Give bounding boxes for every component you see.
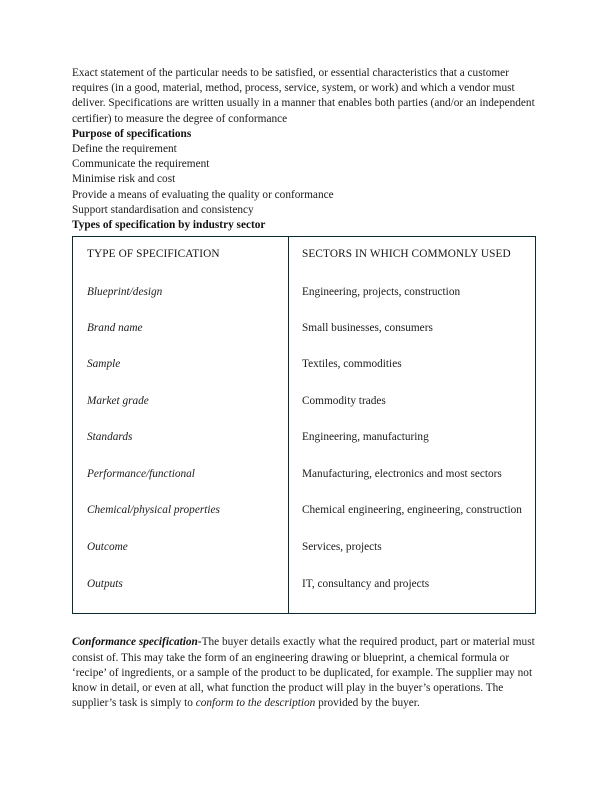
table-row	[73, 383, 536, 419]
purpose-of-specifications-heading: Purpose of specifications	[72, 127, 192, 140]
specification-sectors: Small businesses, consumers	[302, 322, 433, 335]
table-cell-type	[73, 346, 289, 382]
table-row	[73, 346, 536, 382]
specification-type: Blueprint/design	[87, 285, 163, 298]
table-cell-sectors	[289, 456, 536, 492]
specification-table-wrapper	[72, 236, 540, 614]
specification-type: Outcome	[87, 541, 128, 554]
table-cell-type	[73, 274, 289, 310]
list-item: Define the requirement	[72, 143, 177, 156]
conformance-body-after: provided by the buyer.	[315, 697, 420, 710]
table-cell-type	[73, 310, 289, 346]
table-row	[73, 529, 536, 565]
specification-sectors: Chemical engineering, engineering, construction	[302, 504, 522, 517]
specification-type: Chemical/physical properties	[87, 504, 220, 517]
table-header-cell-type	[73, 237, 289, 274]
specification-type: Standards	[87, 431, 133, 444]
table-row	[73, 566, 536, 614]
table-row	[73, 310, 536, 346]
specification-sectors: Textiles, commodities	[302, 358, 402, 371]
specification-table	[72, 236, 536, 614]
list-item: Communicate the requirement	[72, 158, 210, 171]
table-header-cell-sectors	[289, 237, 536, 274]
table-cell-type	[73, 456, 289, 492]
conformance-body-before: The buyer details exactly what the required product, part or material must consist of. This may take the form of an engineering drawing or blueprint, a chemical formula or ‘recipe’ of ingredients, or a sample of the product to be duplicated, for example. The supplier may not know in detail, or even at all, what function the product will play in the buyer’s operations. The supplier’s task is simply to	[72, 636, 535, 710]
conformance-emphasis: conform to the description	[195, 697, 316, 710]
specification-sectors: Engineering, projects, construction	[302, 285, 461, 298]
list-item: Support standardisation and consistency	[72, 203, 254, 216]
specification-type: Market grade	[87, 394, 149, 407]
table-cell-sectors	[289, 492, 536, 529]
table-row	[73, 274, 536, 310]
specification-sectors: Manufacturing, electronics and most sectors	[302, 467, 502, 480]
column-header-label: TYPE OF SPECIFICATION	[87, 248, 220, 261]
conformance-lead-in: Conformance specification-	[72, 636, 202, 649]
specification-sectors: Commodity trades	[302, 394, 386, 407]
list-item: Minimise risk and cost	[72, 173, 176, 186]
table-cell-sectors	[289, 383, 536, 419]
specification-type: Brand name	[87, 322, 143, 335]
specification-sectors: Engineering, manufacturing	[302, 431, 429, 444]
table-row	[73, 419, 536, 455]
list-item: Provide a means of evaluating the quality or conformance	[72, 188, 334, 201]
specification-type: Sample	[87, 358, 121, 371]
specification-sectors: Services, projects	[302, 541, 382, 554]
intro-paragraph: Exact statement of the particular needs to be satisfied, or essential characteristics that a customer requires (in a good, material, method, process, service, system, or work) and which a vendor must deliver. Specifications are written usually in a manner that enables both parties (and/or an independent certifier) to measure the degree of conformance	[72, 67, 535, 125]
table-cell-type	[73, 383, 289, 419]
table-cell-sectors	[289, 310, 536, 346]
specification-type: Performance/functional	[87, 467, 195, 480]
table-cell-type	[73, 566, 289, 614]
table-cell-type	[73, 529, 289, 565]
table-row	[73, 492, 536, 529]
table-cell-type	[73, 419, 289, 455]
table-cell-sectors	[289, 274, 536, 310]
table-cell-sectors	[289, 566, 536, 614]
specification-sectors: IT, consultancy and projects	[302, 577, 430, 590]
conformance-specification-paragraph	[72, 635, 540, 711]
column-header-label: SECTORS IN WHICH COMMONLY USED	[302, 248, 511, 261]
document-content	[72, 66, 540, 723]
table-cell-sectors	[289, 419, 536, 455]
table-row	[73, 456, 536, 492]
specification-type: Outputs	[87, 577, 123, 590]
table-cell-sectors	[289, 346, 536, 382]
table-cell-sectors	[289, 529, 536, 565]
table-cell-type	[73, 492, 289, 529]
purpose-list	[72, 142, 540, 218]
table-header-row	[73, 237, 536, 274]
types-of-specification-heading: Types of specification by industry sector	[72, 219, 266, 232]
